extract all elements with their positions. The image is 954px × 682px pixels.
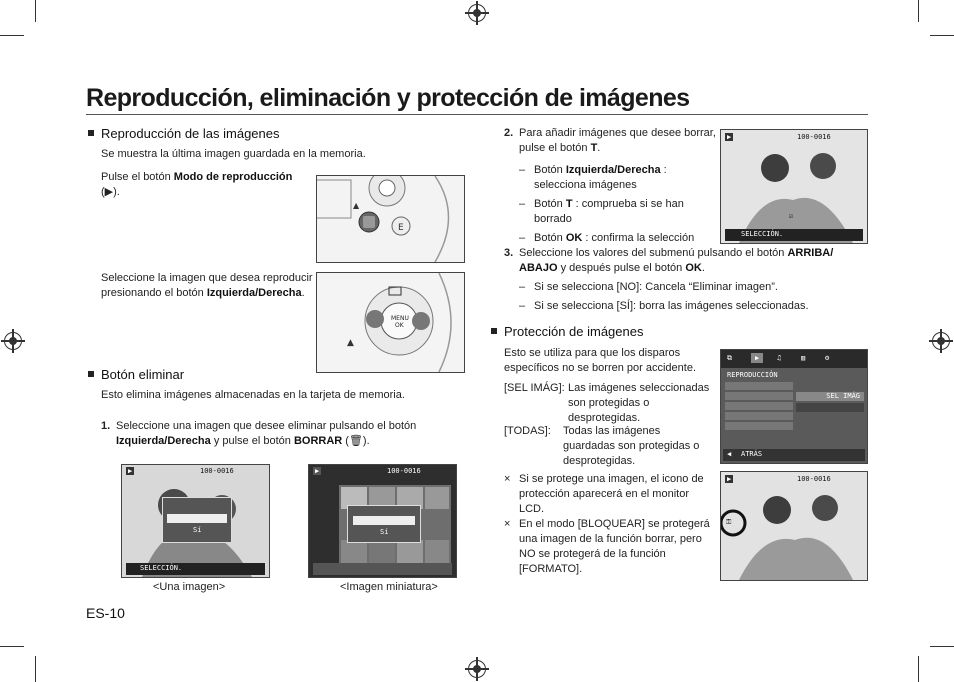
delete-paragraph-1: Esto elimina imágenes almacenadas en la tarjeta de memoria. [101,389,405,401]
dialog-option-no[interactable] [167,514,227,523]
submenu-row[interactable] [796,403,864,412]
dialog-option-si[interactable]: Sí [380,528,389,536]
dialog-option-no[interactable] [353,516,415,525]
settings-tab-icon[interactable]: ⚙ [825,354,830,362]
svg-text:▲: ▲ [353,201,360,210]
protect-paragraph-1: Esto se utiliza para que los disparos específicos no se borren por accidente. [504,347,697,374]
title-rule [86,114,868,115]
menu-tab-bar [721,350,867,368]
file-number: 100-0016 [200,467,234,475]
svg-text:MENU: MENU [391,315,409,322]
camera-back-image-1 [316,175,465,263]
registration-mark-icon [4,332,22,350]
play-mode-icon: ▶ [128,467,133,475]
crop-mark [930,35,954,36]
crop-mark [930,646,954,647]
play-mode-icon: ▶ [727,133,732,141]
crop-mark [918,0,919,22]
crop-mark [35,656,36,682]
registration-mark-icon [468,660,486,678]
lcd-bottom-bar [313,563,452,575]
menu-row[interactable] [725,402,793,410]
menu-row[interactable] [725,422,793,430]
play-mode-icon: ▶ [315,467,320,475]
repro-paragraph-1: Se muestra la última imagen guardada en la memoria. [101,148,366,160]
submenu-sel-imag[interactable]: SEL IMÁG [796,392,864,401]
sound-tab-icon[interactable]: ♫ [777,354,782,362]
playback-tab-icon[interactable]: ⧉ [727,354,732,362]
atras-label: ATRÁS [741,450,763,458]
lcd-protected-image [720,471,868,581]
back-arrow-icon[interactable]: ◀ [727,450,732,458]
seleccion-label: SELECCIÓN. [741,230,784,238]
section-heading-reproduccion: Reproducción de las imágenes [88,126,280,141]
crop-mark [0,646,24,647]
menu-row[interactable] [725,382,793,390]
menu-title: REPRODUCCIÓN [727,371,778,379]
file-number: 100-0016 [797,475,831,483]
repro-paragraph-2: Pulse el botón Modo de reproducción (▶). [101,171,293,198]
lcd-bottom-bar [126,563,265,575]
caption-una-imagen: <Una imagen> [153,581,226,593]
svg-text:OK: OK [395,322,404,329]
section-heading-eliminar: Botón eliminar [88,367,184,382]
lcd-bottom-bar [723,449,865,461]
delete-dialog [162,497,232,543]
play-mode-icon: ▶ [727,475,732,483]
section-heading-proteccion: Protección de imágenes [491,324,643,339]
delete-step-2: 2. Para añadir imágenes que desee borrar, pulse el botón T. [504,127,716,154]
lcd-thumbnail-image [308,464,457,578]
registration-mark-icon [932,332,950,350]
lcd-top-bar [122,465,269,477]
delete-dialog [347,505,421,543]
menu-row[interactable] [725,392,793,400]
lcd-bottom-bar [725,229,863,241]
file-number: 100-0016 [387,467,421,475]
svg-text:▲: ▲ [347,338,354,348]
protect-todas: [TODAS]: Todas las imágenes guardadas son protegidas o desprotegidas. [504,425,700,467]
file-number: 100-0016 [797,133,831,141]
page-number: ES-10 [86,605,125,621]
crop-mark [918,656,919,682]
check-icon: ☑ [789,212,794,220]
protect-key-icon: ⚿ [726,518,732,526]
page-title: Reproducción, eliminación y protección de imágenes [86,84,690,112]
repro-paragraph-3: Seleccione la imagen que desea reproducir presionando el botón Izquierda/Derecha. [101,272,313,299]
crop-mark [35,0,36,22]
delete-step-3: 3. Seleccione los valores del submenú pulsando el botón ARRIBA/ ABAJO y después pulse el botón OK. [504,247,834,274]
camera-back-image-2 [316,272,465,373]
caption-imagen-miniatura: <Imagen miniatura> [340,581,438,593]
lcd-single-image [121,464,270,578]
seleccion-label: SELECCIÓN. [140,564,183,572]
registration-mark-icon [468,4,486,22]
protect-sel-imag: [SEL IMÁG]: Las imágenes seleccionadas son protegidas o desprotegidas. [504,382,710,424]
svg-text:E: E [398,223,404,233]
crop-mark [0,35,24,36]
lcd-protect-menu [720,349,868,464]
menu-row[interactable] [725,412,793,420]
play-tab-icon[interactable]: ▶ [751,353,763,363]
lcd-selection-image [720,129,868,244]
dialog-option-si[interactable]: Sí [193,526,202,534]
display-tab-icon[interactable]: ▥ [801,354,806,362]
delete-step-1: 1. Seleccione una imagen que desee eliminar pulsando el botón Izquierda/Derecha y pulse el botón BORRAR (🗑). [101,420,417,447]
